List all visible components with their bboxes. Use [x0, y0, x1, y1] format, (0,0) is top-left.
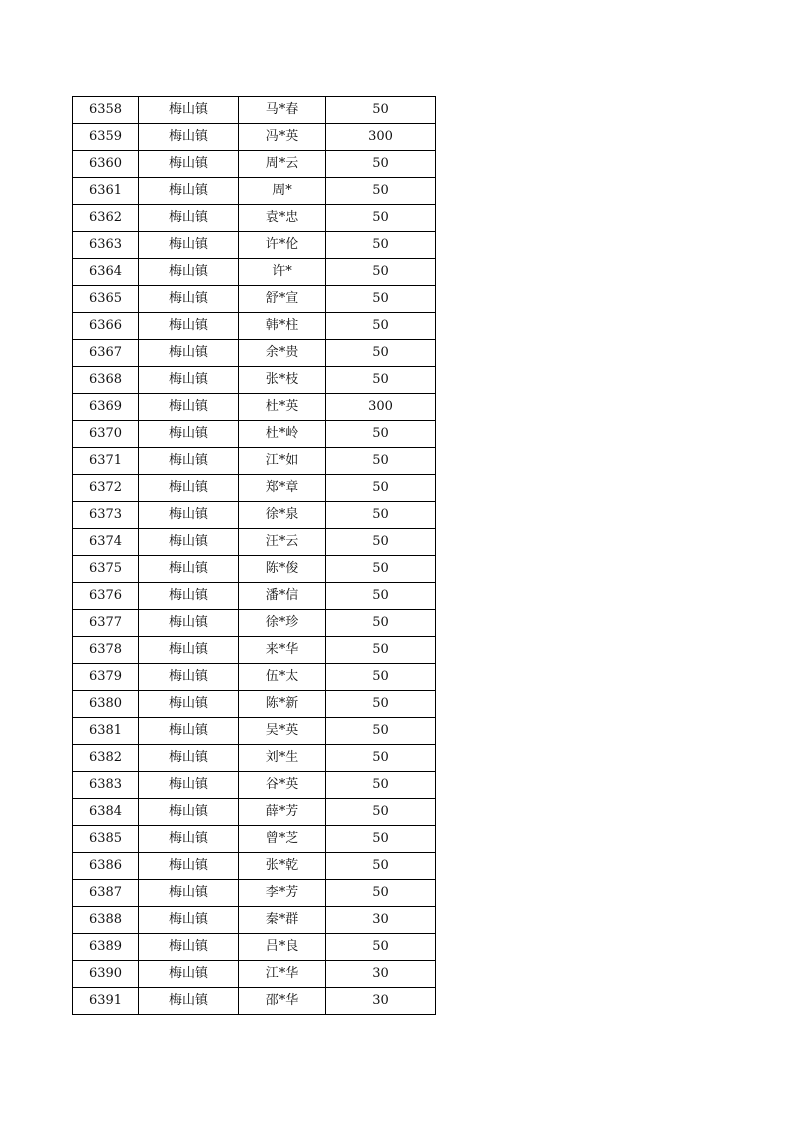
row-number-cell: 6377	[73, 610, 139, 637]
town-cell: 梅山镇	[139, 286, 239, 313]
amount-cell: 50	[326, 178, 436, 205]
row-number-cell: 6373	[73, 502, 139, 529]
name-cell: 杜*英	[239, 394, 326, 421]
name-cell: 潘*信	[239, 583, 326, 610]
town-cell: 梅山镇	[139, 367, 239, 394]
row-number-cell: 6366	[73, 313, 139, 340]
name-cell: 周*	[239, 178, 326, 205]
town-cell: 梅山镇	[139, 259, 239, 286]
name-cell: 刘*生	[239, 745, 326, 772]
table-row	[73, 178, 436, 205]
name-cell: 张*乾	[239, 853, 326, 880]
amount-cell: 50	[326, 745, 436, 772]
row-number-cell: 6386	[73, 853, 139, 880]
amount-cell: 50	[326, 232, 436, 259]
row-number-cell: 6372	[73, 475, 139, 502]
table-row	[73, 205, 436, 232]
table-row	[73, 718, 436, 745]
row-number-cell: 6381	[73, 718, 139, 745]
amount-cell: 50	[326, 799, 436, 826]
amount-cell: 50	[326, 421, 436, 448]
name-cell: 韩*柱	[239, 313, 326, 340]
town-cell: 梅山镇	[139, 205, 239, 232]
name-cell: 张*枝	[239, 367, 326, 394]
town-cell: 梅山镇	[139, 340, 239, 367]
amount-cell: 50	[326, 664, 436, 691]
town-cell: 梅山镇	[139, 637, 239, 664]
town-cell: 梅山镇	[139, 529, 239, 556]
name-cell: 江*华	[239, 961, 326, 988]
row-number-cell: 6383	[73, 772, 139, 799]
amount-cell: 50	[326, 259, 436, 286]
table-row	[73, 259, 436, 286]
table-row	[73, 799, 436, 826]
name-cell: 秦*群	[239, 907, 326, 934]
town-cell: 梅山镇	[139, 475, 239, 502]
row-number-cell: 6389	[73, 934, 139, 961]
table-row	[73, 502, 436, 529]
amount-cell: 50	[326, 853, 436, 880]
name-cell: 伍*太	[239, 664, 326, 691]
row-number-cell: 6390	[73, 961, 139, 988]
amount-cell: 50	[326, 691, 436, 718]
row-number-cell: 6365	[73, 286, 139, 313]
amount-cell: 50	[326, 448, 436, 475]
town-cell: 梅山镇	[139, 394, 239, 421]
table-row	[73, 826, 436, 853]
town-cell: 梅山镇	[139, 610, 239, 637]
row-number-cell: 6376	[73, 583, 139, 610]
row-number-cell: 6361	[73, 178, 139, 205]
town-cell: 梅山镇	[139, 232, 239, 259]
row-number-cell: 6359	[73, 124, 139, 151]
row-number-cell: 6371	[73, 448, 139, 475]
amount-cell: 300	[326, 394, 436, 421]
amount-cell: 50	[326, 718, 436, 745]
amount-cell: 50	[326, 529, 436, 556]
table-row	[73, 97, 436, 124]
town-cell: 梅山镇	[139, 907, 239, 934]
name-cell: 江*如	[239, 448, 326, 475]
table-row	[73, 232, 436, 259]
name-cell: 袁*忠	[239, 205, 326, 232]
row-number-cell: 6380	[73, 691, 139, 718]
row-number-cell: 6370	[73, 421, 139, 448]
name-cell: 李*芳	[239, 880, 326, 907]
name-cell: 徐*珍	[239, 610, 326, 637]
amount-cell: 50	[326, 97, 436, 124]
town-cell: 梅山镇	[139, 556, 239, 583]
amount-cell: 30	[326, 988, 436, 1015]
table-row	[73, 313, 436, 340]
amount-cell: 50	[326, 880, 436, 907]
amount-cell: 30	[326, 961, 436, 988]
table-row	[73, 637, 436, 664]
name-cell: 汪*云	[239, 529, 326, 556]
table-body	[73, 97, 436, 1015]
table-row	[73, 124, 436, 151]
name-cell: 冯*英	[239, 124, 326, 151]
row-number-cell: 6374	[73, 529, 139, 556]
amount-cell: 50	[326, 151, 436, 178]
amount-cell: 300	[326, 124, 436, 151]
table-row	[73, 853, 436, 880]
name-cell: 杜*岭	[239, 421, 326, 448]
row-number-cell: 6382	[73, 745, 139, 772]
name-cell: 来*华	[239, 637, 326, 664]
amount-cell: 50	[326, 826, 436, 853]
row-number-cell: 6362	[73, 205, 139, 232]
table-row	[73, 529, 436, 556]
table-row	[73, 556, 436, 583]
row-number-cell: 6367	[73, 340, 139, 367]
town-cell: 梅山镇	[139, 313, 239, 340]
table-row	[73, 880, 436, 907]
name-cell: 曾*芝	[239, 826, 326, 853]
table-row	[73, 610, 436, 637]
amount-cell: 50	[326, 934, 436, 961]
name-cell: 吴*英	[239, 718, 326, 745]
town-cell: 梅山镇	[139, 961, 239, 988]
table-row	[73, 988, 436, 1015]
row-number-cell: 6375	[73, 556, 139, 583]
amount-cell: 30	[326, 907, 436, 934]
town-cell: 梅山镇	[139, 151, 239, 178]
table-row	[73, 745, 436, 772]
town-cell: 梅山镇	[139, 583, 239, 610]
table-row	[73, 151, 436, 178]
amount-cell: 50	[326, 583, 436, 610]
name-cell: 许*伦	[239, 232, 326, 259]
name-cell: 陈*俊	[239, 556, 326, 583]
name-cell: 郑*章	[239, 475, 326, 502]
row-number-cell: 6369	[73, 394, 139, 421]
row-number-cell: 6364	[73, 259, 139, 286]
amount-cell: 50	[326, 313, 436, 340]
town-cell: 梅山镇	[139, 448, 239, 475]
table-row	[73, 907, 436, 934]
town-cell: 梅山镇	[139, 799, 239, 826]
town-cell: 梅山镇	[139, 826, 239, 853]
name-cell: 薛*芳	[239, 799, 326, 826]
amount-cell: 50	[326, 205, 436, 232]
amount-cell: 50	[326, 502, 436, 529]
table-row	[73, 286, 436, 313]
name-cell: 谷*英	[239, 772, 326, 799]
amount-cell: 50	[326, 637, 436, 664]
name-cell: 余*贵	[239, 340, 326, 367]
town-cell: 梅山镇	[139, 772, 239, 799]
row-number-cell: 6385	[73, 826, 139, 853]
amount-cell: 50	[326, 556, 436, 583]
amount-cell: 50	[326, 475, 436, 502]
row-number-cell: 6391	[73, 988, 139, 1015]
name-cell: 徐*泉	[239, 502, 326, 529]
table-row	[73, 691, 436, 718]
town-cell: 梅山镇	[139, 718, 239, 745]
name-cell: 许*	[239, 259, 326, 286]
amount-cell: 50	[326, 367, 436, 394]
row-number-cell: 6388	[73, 907, 139, 934]
town-cell: 梅山镇	[139, 880, 239, 907]
row-number-cell: 6368	[73, 367, 139, 394]
town-cell: 梅山镇	[139, 421, 239, 448]
row-number-cell: 6363	[73, 232, 139, 259]
town-cell: 梅山镇	[139, 178, 239, 205]
town-cell: 梅山镇	[139, 988, 239, 1015]
table-row	[73, 448, 436, 475]
table-row	[73, 583, 436, 610]
row-number-cell: 6358	[73, 97, 139, 124]
table-row	[73, 367, 436, 394]
name-cell: 吕*良	[239, 934, 326, 961]
table-row	[73, 475, 436, 502]
row-number-cell: 6384	[73, 799, 139, 826]
town-cell: 梅山镇	[139, 745, 239, 772]
town-cell: 梅山镇	[139, 853, 239, 880]
table-row	[73, 340, 436, 367]
amount-cell: 50	[326, 286, 436, 313]
name-cell: 周*云	[239, 151, 326, 178]
row-number-cell: 6387	[73, 880, 139, 907]
table-row	[73, 421, 436, 448]
town-cell: 梅山镇	[139, 691, 239, 718]
table-row	[73, 961, 436, 988]
town-cell: 梅山镇	[139, 934, 239, 961]
data-table	[72, 96, 436, 1015]
name-cell: 邵*华	[239, 988, 326, 1015]
amount-cell: 50	[326, 610, 436, 637]
name-cell: 陈*新	[239, 691, 326, 718]
row-number-cell: 6379	[73, 664, 139, 691]
town-cell: 梅山镇	[139, 124, 239, 151]
table-row	[73, 772, 436, 799]
amount-cell: 50	[326, 340, 436, 367]
town-cell: 梅山镇	[139, 502, 239, 529]
table-row	[73, 664, 436, 691]
amount-cell: 50	[326, 772, 436, 799]
row-number-cell: 6378	[73, 637, 139, 664]
row-number-cell: 6360	[73, 151, 139, 178]
table-row	[73, 394, 436, 421]
name-cell: 舒*宣	[239, 286, 326, 313]
town-cell: 梅山镇	[139, 97, 239, 124]
town-cell: 梅山镇	[139, 664, 239, 691]
name-cell: 马*春	[239, 97, 326, 124]
table-row	[73, 934, 436, 961]
